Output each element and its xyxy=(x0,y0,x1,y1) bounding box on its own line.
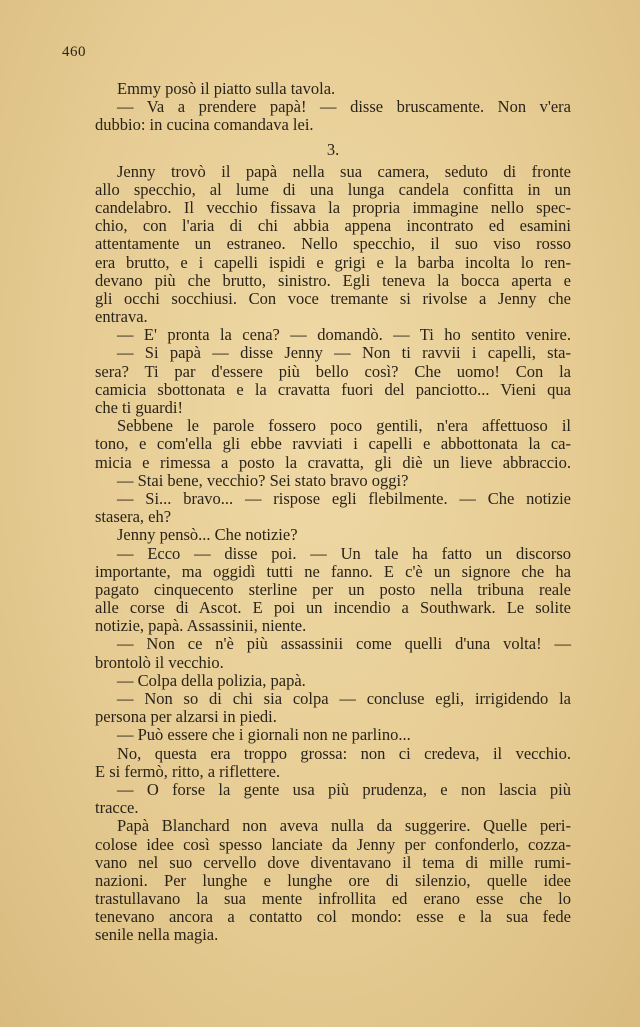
text-line: — Non so di chi sia colpa — concluse egli, irrigidendo la xyxy=(117,689,571,708)
text-line: Jenny pensò... Che notizie? xyxy=(117,525,298,545)
text-line: allo specchio, al lume di una lunga candela confitta in un xyxy=(95,179,571,199)
text-line: trastullavano la sua mente infrollita ed erano esse che lo xyxy=(95,889,571,909)
text-line: camicia sbottonata e la cravatta fuori del panciotto... Vieni qua xyxy=(95,379,571,399)
text-line: — Stai bene, vecchio? Sei stato bravo oggi? xyxy=(117,470,409,490)
text-line: pagato cinquecento sterline per un posto nella tribuna reale xyxy=(95,579,571,599)
text-line: chio, con l'aria di chi abbia appena incontrato ed esamini xyxy=(95,216,571,236)
section-number: 3. xyxy=(326,139,340,159)
text-line: gli occhi socchiusi. Con voce tremante si rivolse a Jenny che xyxy=(95,288,571,308)
text-line: Sebbene le parole fossero poco gentili, n'era affettuoso il xyxy=(117,416,571,436)
text-line: dubbio: in cucina comandava lei. xyxy=(95,115,314,135)
text-line: brontolò il vecchio. xyxy=(95,652,224,672)
text-line: — Può essere che i giornali non ne parlino... xyxy=(117,725,411,745)
text-line: tenevano ancora a contatto col mondo: esse e la sua fede xyxy=(95,907,571,927)
text-line: tracce. xyxy=(95,798,139,818)
text-line: — Va a prendere papà! — disse bruscamente. Non v'era xyxy=(117,97,571,117)
text-line: Emmy posò il piatto sulla tavola. xyxy=(117,79,336,98)
text-line: devano più che brutto, sinistro. Egli teneva la bocca aperta e xyxy=(95,270,571,290)
text-line: nazioni. Per lunghe e lunghe ore di silenzio, quelle idee xyxy=(95,870,571,890)
text-line: Jenny trovò il papà nella sua camera, seduto di fronte xyxy=(117,161,571,181)
text-line: tono, e com'ella gli ebbe ravviati i capelli e abbottonata la ca- xyxy=(95,434,571,454)
text-line: — O forse la gente usa più prudenza, e non lascia più xyxy=(117,779,571,799)
text-line: senile nella magia. xyxy=(95,925,219,945)
text-line: sera? Ti par d'essere più bello così? Che uomo! Con la xyxy=(95,361,571,381)
text-line: — Si papà — disse Jenny — Non ti ravvii i capelli, sta- xyxy=(117,343,571,363)
text-line: Papà Blanchard non aveva nulla da suggerire. Quelle peri- xyxy=(117,816,571,836)
text-line: importante, ma oggidì tutti ne fanno. E c'è un signore che ha xyxy=(95,561,571,581)
page-number: 460 xyxy=(62,44,86,60)
text-line: entrava. xyxy=(95,307,148,327)
text-line: E si fermò, ritto, a riflettere. xyxy=(95,761,281,781)
text-line: colose idee così spesso lanciate da Jenny per confonderlo, cozza- xyxy=(95,834,571,854)
text-line: — Ecco — disse poi. — Un tale ha fatto un discorso xyxy=(117,543,571,563)
text-line: — Non ce n'è più assassinii come quelli d'una volta! — xyxy=(117,634,571,654)
text-line: alle corse di Ascot. E poi un incendio a Southwark. Le solite xyxy=(95,598,571,618)
text-line: micia e rimessa a posto la cravatta, gli diè un lieve abbraccio. xyxy=(95,452,571,472)
text-line: persona per alzarsi in piedi. xyxy=(95,707,277,727)
text-line: che ti guardi! xyxy=(95,398,183,417)
text-line: attentamente un estraneo. Nello specchio, il suo viso rosso xyxy=(95,234,571,254)
text-line: — Si... bravo... — rispose egli flebilmente. — Che notizie xyxy=(117,488,571,508)
text-line: No, questa era troppo grossa: non ci credeva, il vecchio. xyxy=(117,743,571,763)
text-line: stasera, eh? xyxy=(95,507,172,527)
text-line: — E' pronta la cena? — domandò. — Ti ho sentito venire. xyxy=(117,325,571,345)
text-line: era brutto, e i capelli ispidi e grigi e la barba incolta lo ren- xyxy=(95,252,571,272)
body-text xyxy=(95,80,571,945)
text-line: candelabro. Il vecchio fissava la propria immagine nello spec- xyxy=(95,197,571,217)
text-line: vano nel suo cervello dove diventavano il tema di mille rumi- xyxy=(95,852,571,872)
text-line: notizie, papà. Assassinii, niente. xyxy=(95,616,307,636)
text-line: — Colpa della polizia, papà. xyxy=(117,670,306,690)
